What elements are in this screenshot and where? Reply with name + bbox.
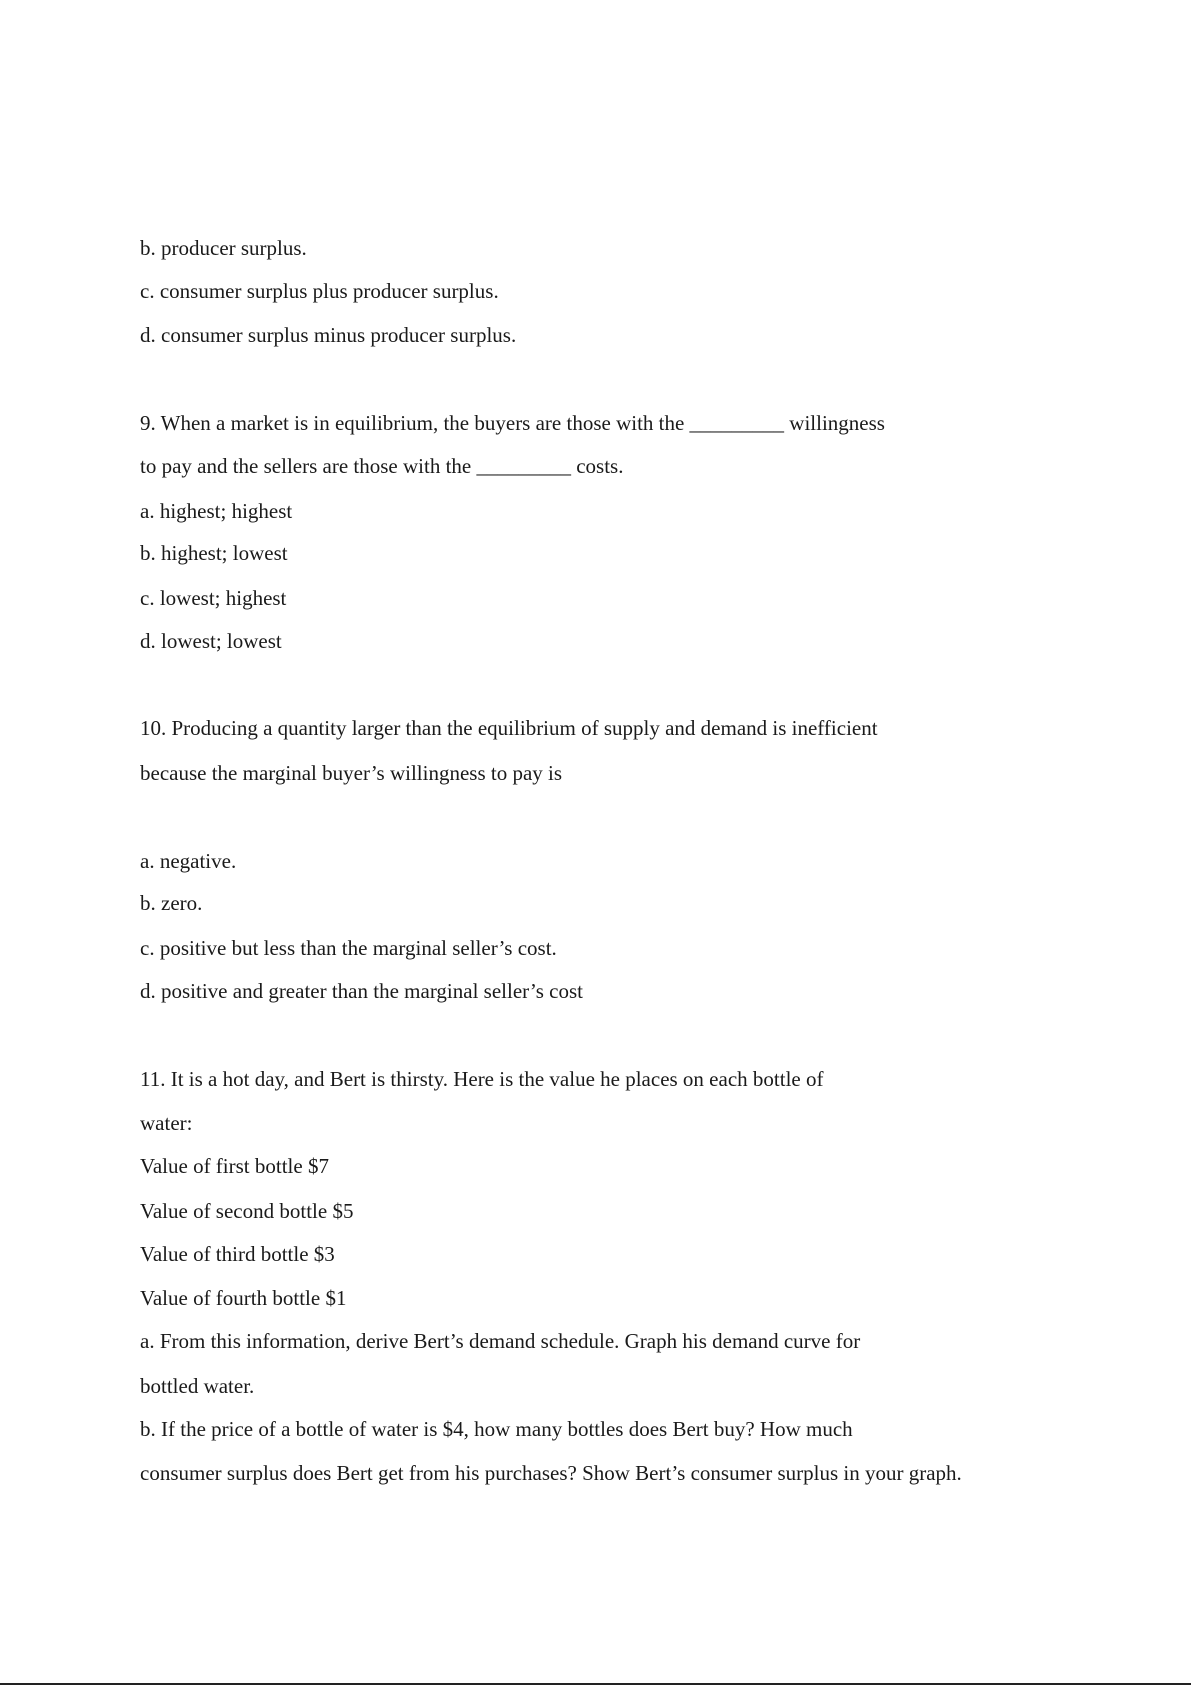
q9-option-d: d. lowest; lowest <box>140 629 282 653</box>
q11-value-first: Value of first bottle $7 <box>140 1154 329 1178</box>
q8-option-c: c. consumer surplus plus producer surplus. <box>140 279 499 303</box>
q9-stem-line-1: 9. When a market is in equilibrium, the buyers are those with the _________ willingness <box>140 411 885 435</box>
q11-part-b-line-2: consumer surplus does Bert get from his purchases? Show Bert’s consumer surplus in your graph. <box>140 1461 962 1485</box>
q9-stem-line-2: to pay and the sellers are those with the _________ costs. <box>140 454 624 478</box>
q10-option-d: d. positive and greater than the marginal seller’s cost <box>140 979 584 1003</box>
q9-option-c: c. lowest; highest <box>140 586 287 610</box>
q11-value-third: Value of third bottle $3 <box>140 1242 335 1266</box>
q8-option-b: b. producer surplus. <box>140 236 307 260</box>
q10-stem-line-2: because the marginal buyer’s willingness to pay is <box>140 761 563 785</box>
q10-option-b: b. zero. <box>140 891 203 915</box>
q11-part-a-line-2: bottled water. <box>140 1374 255 1398</box>
q10-option-c: c. positive but less than the marginal seller’s cost. <box>140 936 557 960</box>
q11-part-a-line-1: a. From this information, derive Bert’s demand schedule. Graph his demand curve for <box>140 1329 861 1353</box>
q11-stem-line-1: 11. It is a hot day, and Bert is thirsty. Here is the value he places on each bottle of <box>140 1067 824 1091</box>
q9-option-a: a. highest; highest <box>140 499 293 523</box>
q11-stem-line-2: water: <box>140 1111 193 1135</box>
q11-value-second: Value of second bottle $5 <box>140 1199 354 1223</box>
q10-option-a: a. negative. <box>140 849 237 873</box>
q11-value-fourth: Value of fourth bottle $1 <box>140 1286 347 1310</box>
q8-option-d: d. consumer surplus minus producer surplus. <box>140 323 517 347</box>
q10-stem-line-1: 10. Producing a quantity larger than the equilibrium of supply and demand is inefficient <box>140 716 878 740</box>
q9-option-b: b. highest; lowest <box>140 541 288 565</box>
q11-part-b-line-1: b. If the price of a bottle of water is $4, how many bottles does Bert buy? How much <box>140 1417 853 1441</box>
